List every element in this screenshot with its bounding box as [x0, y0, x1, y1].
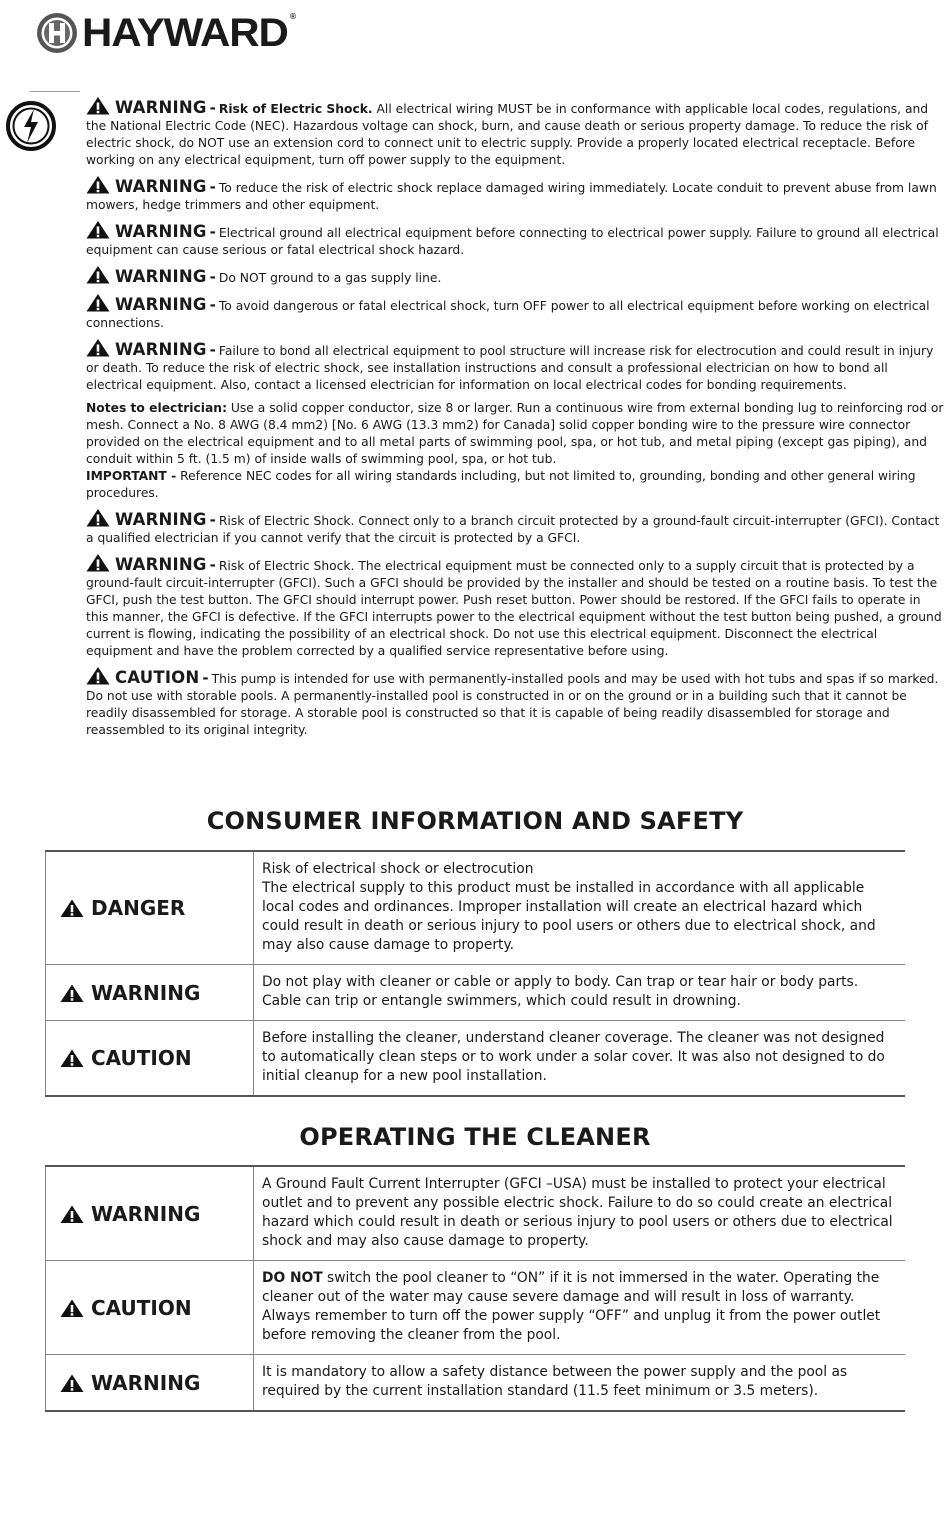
warning-triangle-icon [86, 96, 110, 115]
warning-triangle-icon [86, 338, 110, 357]
warning-triangle-icon [86, 265, 110, 284]
dash: - [209, 178, 216, 196]
warning-text: All electrical wiring MUST be in conformance with applicable local codes, regulations, and the National Electric Code (NEC). Hazardous voltage can shock, burn, and cause death or serious property damage. To reduce the risk of electric shock, do NOT use an extension cord to connect unit to electric supply. Provide a properly located electrical receptacle. Before working on any electrical equipment, turn off power supply to the equipment. [86, 102, 929, 167]
warning-triangle-icon [86, 293, 110, 312]
safety-row [46, 965, 906, 1021]
warning-block [86, 293, 946, 332]
safety-row [46, 1021, 906, 1097]
message-text-wrap [262, 1364, 847, 1399]
warning-triangle-icon [86, 220, 110, 239]
warning-text: Risk of Electric Shock. The electrical equipment must be connected only to a supply circuit that is protected by a ground-fault circuit-interrupter (GFCI). Such a GFCI should be provided by the installer and should be tested on a routine basis. To test the GFCI, push the test button. The GFCI should interrupt power. Push reset button. Power should be restored. If the GFCI fails to operate in this manner, the GFCI is defective. If the GFCI interrupts power to the electrical equipment without the test button being pushed, a ground current is flowing, indicating the possibility of an electrical shock. Do not use this electrical equipment. Disconnect the electrical equipment and have the problem corrected by a qualified service representative before using. [86, 559, 942, 658]
warning-triangle-icon [86, 508, 110, 527]
warning-label: WARNING [115, 177, 207, 196]
warning-label: WARNING [115, 295, 207, 314]
dash: - [209, 341, 216, 359]
signal-word [60, 896, 252, 920]
message-heading: Risk of electrical shock or electrocution [262, 861, 534, 877]
warning-triangle-icon [86, 553, 110, 572]
message-text: Before installing the cleaner, understand cleaner coverage. The cleaner was not designed to automatically clean steps or to work under a solar cover. It was also not designed to do initial cleanup for a new pool installation. [262, 1030, 885, 1084]
operating-safety-table [45, 1165, 905, 1412]
message-text-wrap [262, 1176, 893, 1249]
warning-block [86, 553, 946, 660]
dash: - [209, 296, 216, 314]
warning-block [86, 175, 946, 214]
hayward-logo [36, 10, 296, 56]
warning-block [86, 96, 946, 169]
operating-cleaner-title: OPERATING THE CLEANER [299, 1123, 651, 1151]
warning-text: This pump is intended for use with permanently-installed pools and may be used with hot tubs and spas if so marked. Do not use with storable pools. A permanently-installed pool is constructed in or on the ground or in a building such that it cannot be readily disassembled for storage. A storable pool is constructed so that it is capable of being readily disassembled for storage and reassembled to its original integrity. [86, 672, 939, 737]
warning-triangle-icon [86, 666, 110, 685]
warning-label: CAUTION [115, 668, 200, 687]
signal-word-text: WARNING [91, 980, 201, 1005]
warning-triangle-icon [60, 898, 84, 918]
signal-word-cell [46, 965, 254, 1021]
warning-label: WARNING [115, 222, 207, 241]
important-label: IMPORTANT - [86, 469, 177, 483]
safety-row [46, 851, 906, 965]
important-text: Reference NEC codes for all wiring standards including, but not limited to, grounding, bonding and other general wiring procedures. [86, 469, 916, 500]
warning-text: To reduce the risk of electric shock replace damaged wiring immediately. Locate conduit to prevent abuse from lawn mowers, hedge trimmers and other equipment. [86, 181, 937, 212]
message-text: A Ground Fault Current Interrupter (GFCI –USA) must be installed to protect your electrical outlet and to prevent any possible electric shock. Failure to do so could create an electrical hazard which could result in death or serious injury to pool users or others due to electrical shock and may also cause damage to property. [262, 1176, 893, 1249]
warning-triangle-icon [86, 175, 110, 194]
warning-text: Failure to bond all electrical equipment to pool structure will increase risk for electrocution and could result in injury or death. To reduce the risk of electric shock, see installation instructions and consult a professional electrician on how to bond all electrical equipment. Also, contact a licensed electrician for information on local electrical codes for bonding requirements. [86, 344, 934, 392]
message-text-wrap [262, 880, 876, 953]
safety-message [254, 1166, 906, 1261]
warning-triangle-icon [60, 1204, 84, 1224]
warning-label: WARNING [115, 98, 207, 117]
safety-message [254, 1355, 906, 1412]
safety-row [46, 1355, 906, 1412]
notes-label: Notes to electrician: [86, 401, 227, 415]
dash: - [209, 223, 216, 241]
warning-triangle-icon [60, 1373, 84, 1393]
warning-label: WARNING [115, 510, 207, 529]
signal-word-text: WARNING [91, 1370, 201, 1395]
signal-word [60, 1046, 252, 1070]
message-text: switch the pool cleaner to “ON” if it is not immersed in the water. Operating the cleaner out of the water may cause severe damage and will result in loss of warranty. Always remember to turn off the power supply “OFF” and unplug it from the power outlet before removing the cleaner from the pool. [262, 1270, 881, 1343]
signal-word-cell [46, 1166, 254, 1261]
warning-text: Risk of Electric Shock. Connect only to a branch circuit protected by a ground-fault circuit-interrupter (GFCI). Contact a qualified electrician if you cannot verify that the circuit is protected by a GFCI. [86, 514, 940, 545]
notes-text: Use a solid copper conductor, size 8 or larger. Run a continuous wire from external bonding lug to reinforcing rod or mesh. Connect a No. 8 AWG (8.4 mm2) [No. 6 AWG (13.3 mm2) for Canada] solid copper bonding wire to the pressure wire connector provided on the electrical equipment and to all metal parts of swimming pool, spa, or hot tub, and metal piping (except gas piping), and conduit within 5 ft. (1.5 m) of inside walls of swimming pool, spa, or hot tub. [86, 401, 944, 466]
dash: - [209, 556, 216, 574]
message-text-wrap [262, 974, 858, 1009]
warnings-list [86, 96, 946, 745]
signal-word-text: WARNING [91, 1201, 201, 1226]
signal-word [60, 1202, 252, 1226]
signal-word-text: DANGER [91, 896, 186, 920]
warning-triangle-icon [60, 1048, 84, 1068]
warning-triangle-icon [60, 983, 84, 1003]
message-text: Do not play with cleaner or cable or apply to body. Can trap or tear hair or body parts. Cable can trip or entangle swimmers, which could result in drowning. [262, 974, 859, 1009]
warning-lead: Risk of Electric Shock. [218, 102, 373, 116]
signal-word-cell [46, 1261, 254, 1355]
warning-block [86, 220, 946, 259]
warning-label: WARNING [115, 340, 207, 359]
safety-message [254, 965, 906, 1021]
safety-row [46, 1166, 906, 1261]
warning-text: To avoid dangerous or fatal electrical shock, turn OFF power to all electrical equipment before working on electrical connections. [86, 299, 930, 330]
signal-word-cell [46, 851, 254, 965]
divider [30, 91, 80, 92]
safety-message [254, 1261, 906, 1355]
message-text-wrap [262, 1270, 880, 1343]
dash: - [209, 268, 216, 286]
signal-word [60, 981, 252, 1005]
warning-text: Electrical ground all electrical equipment before connecting to electrical power supply. Failure to ground all electrical equipment can cause serious or fatal electrical shock hazard. [86, 226, 939, 257]
signal-word-cell [46, 1355, 254, 1412]
warning-block [86, 508, 946, 547]
warning-block [86, 338, 946, 394]
warning-triangle-icon [60, 1298, 84, 1318]
signal-word-text: CAUTION [91, 1046, 192, 1070]
message-text: It is mandatory to allow a safety distance between the power supply and the pool as required by the current installation standard (11.5 feet minimum or 3.5 meters). [262, 1364, 848, 1399]
dash: - [202, 669, 209, 687]
message-text: The electrical supply to this product must be installed in accordance with all applicable local codes and ordinances. Improper installation will create an electrical hazard which could result in death or serious injury to pool users or others due to electrical shock, and may also cause damage to property. [262, 880, 876, 953]
hayward-wordmark: HAYWARD ® [82, 11, 296, 55]
electric-shock-icon [5, 100, 57, 152]
warning-label: WARNING [115, 267, 207, 286]
dash: - [209, 511, 216, 529]
dash: - [209, 99, 216, 117]
warning-block [86, 265, 946, 287]
safety-message [254, 851, 906, 965]
hayward-h-logo-icon [36, 12, 78, 54]
notes-to-electrician [86, 400, 946, 502]
warning-label: WARNING [115, 555, 207, 574]
message-text-wrap [262, 1030, 885, 1084]
safety-message [254, 1021, 906, 1097]
signal-word [60, 1296, 252, 1320]
warning-text: Do NOT ground to a gas supply line. [218, 271, 442, 285]
signal-word-text: CAUTION [91, 1295, 192, 1320]
consumer-safety-table [45, 850, 905, 1097]
signal-word [60, 1371, 252, 1395]
message-lead: DO NOT [262, 1270, 323, 1286]
consumer-info-title: CONSUMER INFORMATION AND SAFETY [206, 807, 744, 835]
warning-block [86, 666, 946, 739]
safety-row [46, 1261, 906, 1355]
signal-word-cell [46, 1021, 254, 1097]
